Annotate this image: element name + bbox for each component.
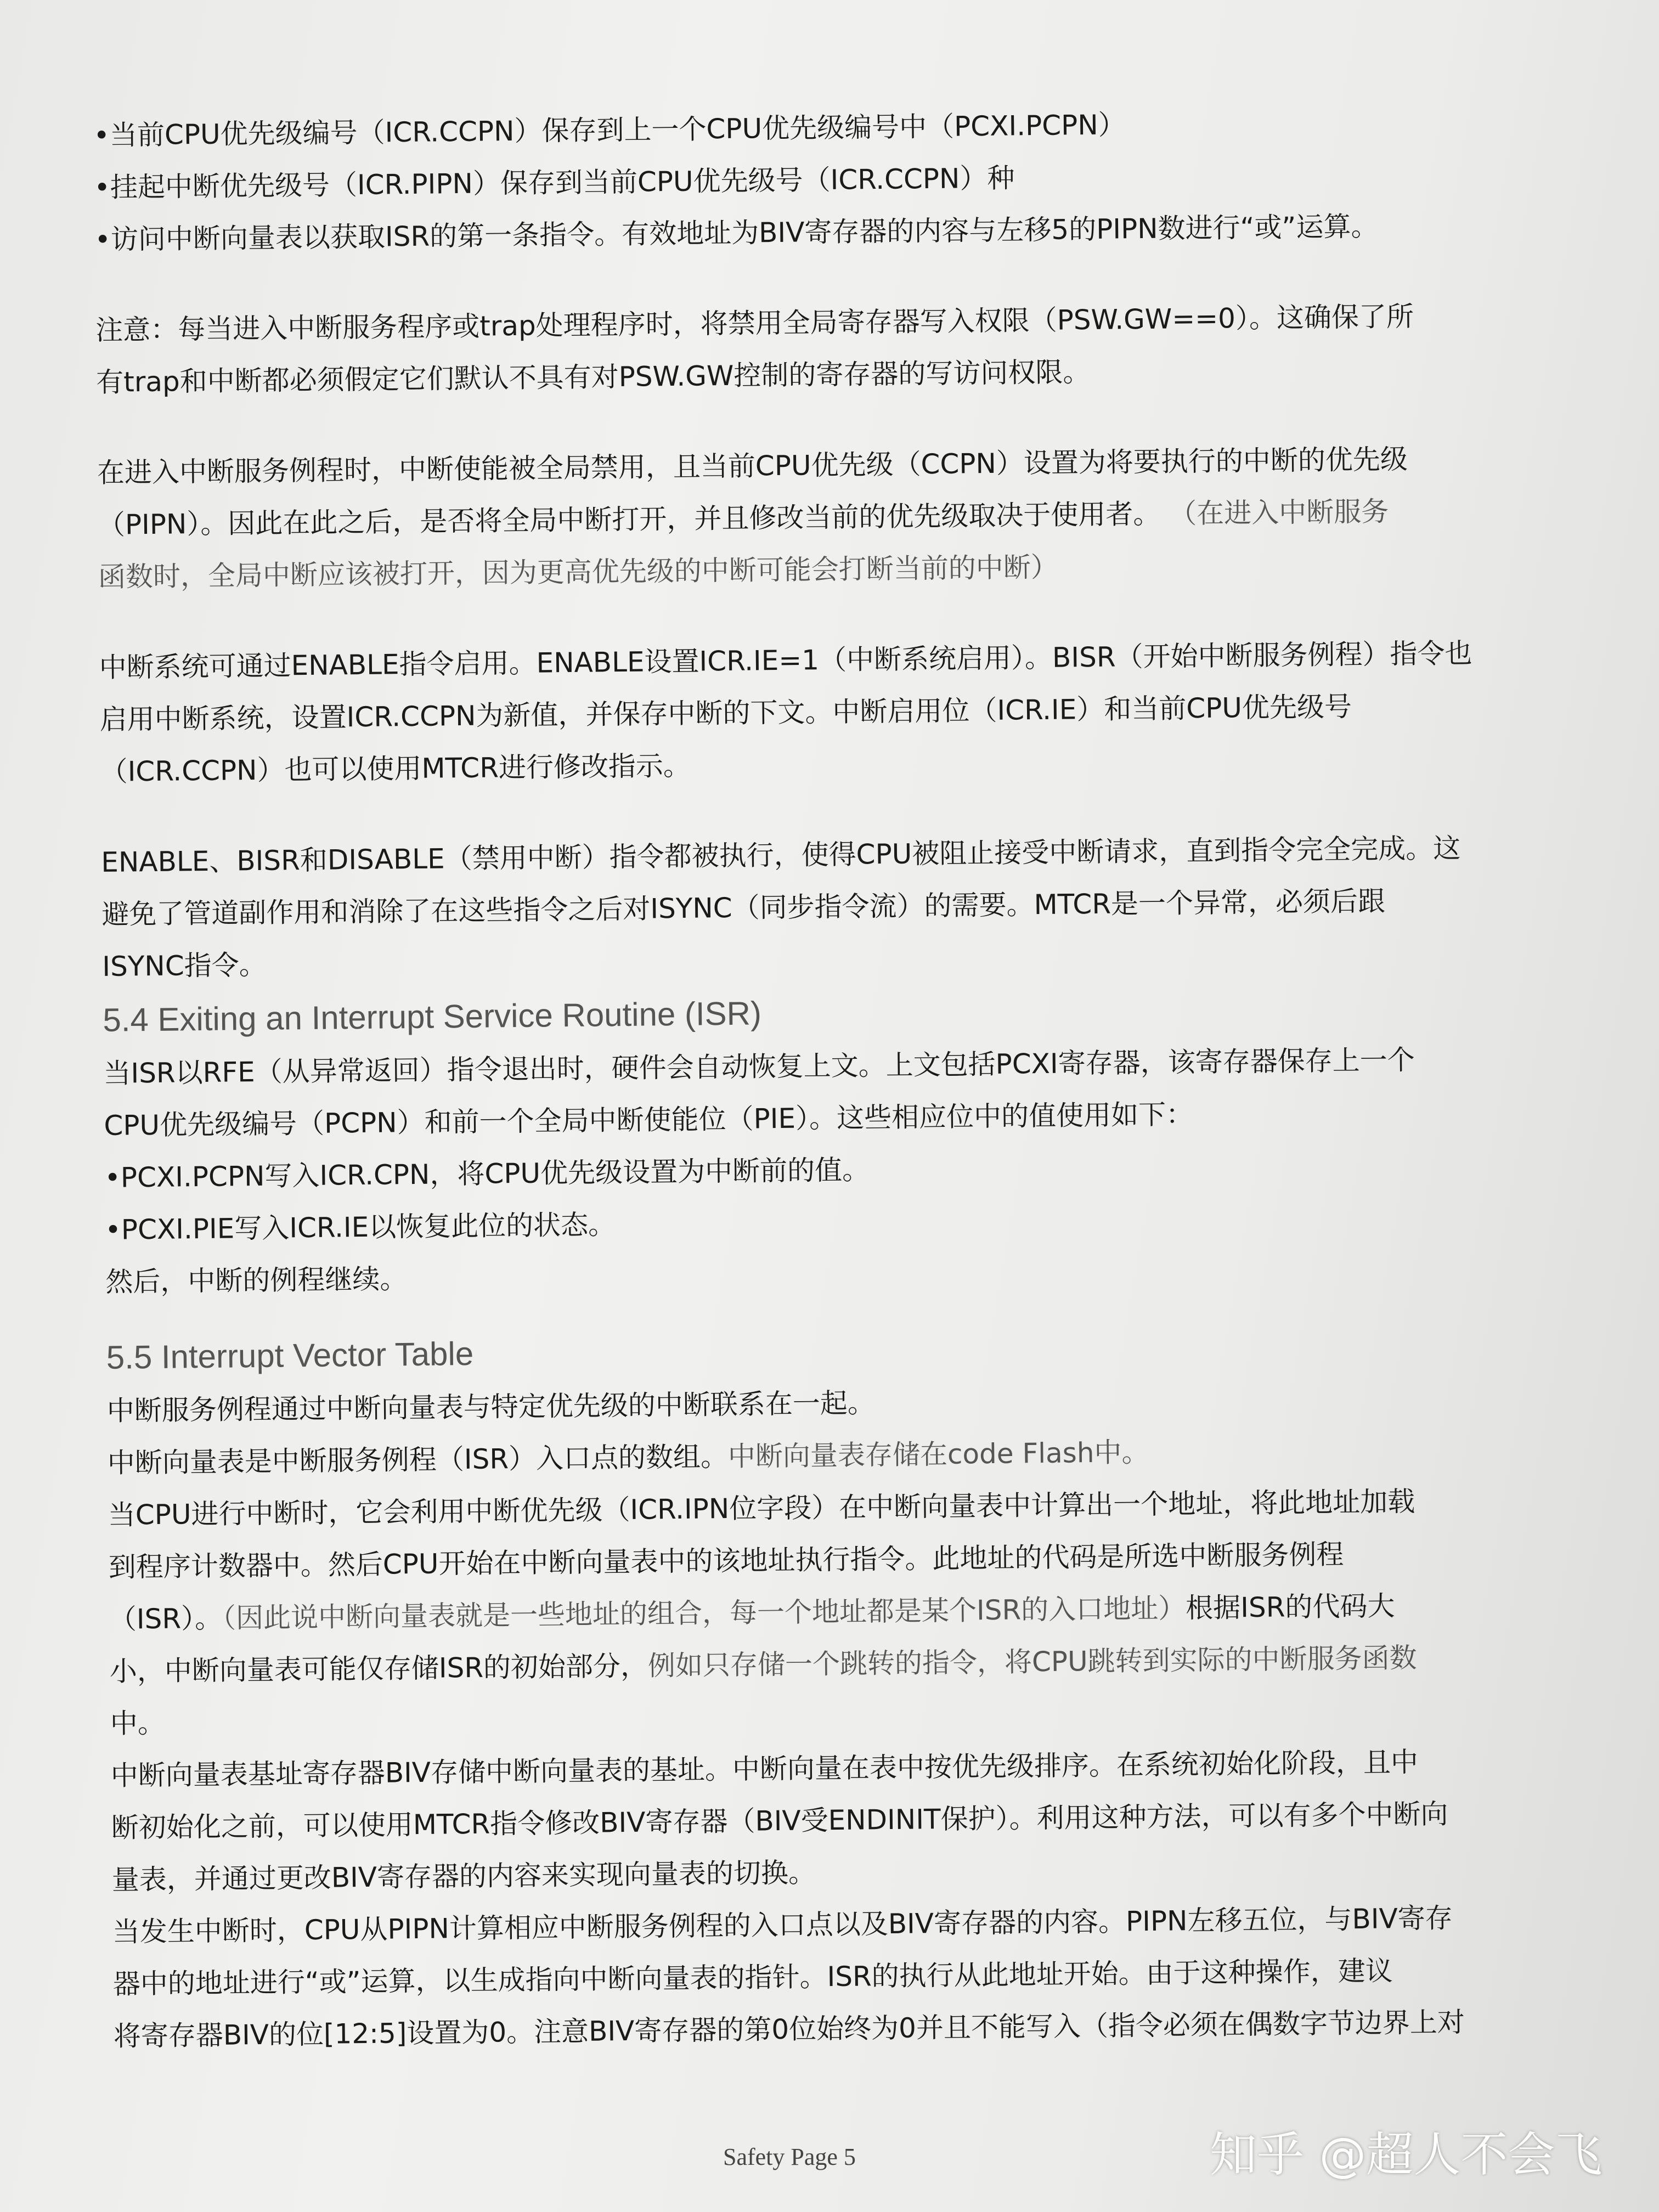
bullet-line: •PCXI.PCPN写入ICR.CPN，将CPU优先级设置为中断前的值。	[104, 1154, 870, 1194]
bullet-line: •PCXI.PIE写入ICR.IE以恢复此位的状态。	[105, 1209, 616, 1246]
paragraph-line: CPU优先级编号（PCPN）和前一个全局中断使能位（PIE）。这些相应位中的值使用如下：	[104, 1098, 1194, 1142]
note-paragraph-line: 注意：每当进入中断服务程序或trap处理程序时，将禁用全局寄存器写入权限（PSW.GW==0）。这确保了所	[95, 300, 1414, 346]
annotation-text: （在进入中断服务	[1169, 495, 1389, 530]
paragraph-line: 量表，并通过更改BIV寄存器的内容来实现向量表的切换。	[111, 1857, 816, 1896]
annotation-text: 中断向量表存储在code Flash中。	[727, 1436, 1149, 1473]
paragraph-line: （ICR.CCPN）也可以使用MTCR进行修改指示。	[100, 749, 691, 788]
bullet-line: •挂起中断优先级号（ICR.PIPN）保存到当前CPU优先级号（ICR.CCPN）种	[94, 162, 1015, 204]
paragraph-line: 避免了管道副作用和消除了在这些指令之后对ISYNC（同步指令流）的需要。MTCR是一个异常，必须后跟	[101, 885, 1386, 930]
paragraph-line: 当CPU进行中断时，它会利用中断优先级（ICR.IPN位字段）在中断向量表中计算出一个地址，将此地址加载	[108, 1485, 1415, 1531]
page-content	[93, 94, 1573, 2063]
section-heading-5-4: 5.4 Exiting an Interrupt Service Routine (ISR)	[103, 995, 762, 1039]
watermark: 知乎 @超人不会飞	[1210, 2128, 1602, 2182]
paragraph-line: 启用中断系统，设置ICR.CCPN为新值，并保存中断的下文。中断启用位（ICR.IE）和当前CPU优先级号	[99, 691, 1352, 736]
bullet-line: •访问中断向量表以获取ISR的第一条指令。有效地址为BIV寄存器的内容与左移5的PIPN数进行“或”运算。	[94, 210, 1379, 256]
paragraph-line: 当发生中断时，CPU从PIPN计算相应中断服务例程的入口点以及BIV寄存器的内容。PIPN左移五位，与BIV寄存	[112, 1902, 1453, 1948]
annotation-line: 函数时，全局中断应该被打开，因为更高优先级的中断可能会打断当前的中断）	[98, 551, 1059, 593]
paragraph-text: 小，中断向量表可能仅存储ISR的初始部分，	[109, 1650, 648, 1688]
paragraph-text: （PIPN）。因此在此之后，是否将全局中断打开，并且修改当前的优先级取决于使用者。	[97, 498, 1161, 541]
paragraph-line: 中。	[110, 1707, 166, 1740]
paragraph-line: 然后，中断的例程继续。	[105, 1263, 408, 1298]
paragraph-line: 将寄存器BIV的位[12:5]设置为0。注意BIV寄存器的第0位始终为0并且不能写入（指令必须在偶数字节边界上对	[113, 2006, 1465, 2052]
paragraph-line: 中断服务例程通过中断向量表与特定优先级的中断联系在一起。	[106, 1387, 876, 1427]
paragraph-line: 中断向量表基址寄存器BIV存储中断向量表的基址。中断向量在表中按优先级排序。在系统初始化阶段，且中	[110, 1746, 1419, 1792]
paragraph-line: 断初始化之前，可以使用MTCR指令修改BIV寄存器（BIV受ENDINIT保护）。利用这种方法，可以有多个中断向	[111, 1798, 1448, 1844]
paragraph-line: ENABLE、BISR和DISABLE（禁用中断）指令都被执行，使得CPU被阻止接受中断请求，直到指令完全完成。这	[101, 832, 1461, 878]
paragraph-line: 中断系统可通过ENABLE指令启用。ENABLE设置ICR.IE=1（中断系统启用）。BISR（开始中断服务例程）指令也	[99, 637, 1472, 684]
paragraph-line: 到程序计数器中。然后CPU开始在中断向量表中的该地址执行指令。此地址的代码是所选中断服务例程	[108, 1538, 1344, 1583]
paragraph-line: 当ISR以RFE（从异常返回）指令退出时，硬件会自动恢复上文。上文包括PCXI寄存器，该寄存器保存上一个	[103, 1043, 1415, 1090]
note-paragraph-line: 有trap和中断都必须假定它们默认不具有对PSW.GW控制的寄存器的写访问权限。	[95, 356, 1091, 398]
page-footer: Safety Page 5	[723, 2143, 856, 2170]
section-heading-5-5: 5.5 Interrupt Vector Table	[106, 1335, 474, 1376]
annotation-text: （因此说中断向量表就是一些地址的组合，每一个地址都是某个ISR的入口地址）	[222, 1592, 1186, 1634]
bullet-line: •当前CPU优先级编号（ICR.CCPN）保存到上一个CPU优先级编号中（PCXI.PCPN）	[93, 109, 1126, 151]
paragraph-line: ISYNC指令。	[102, 949, 267, 983]
paragraph-text: 根据ISR的代码大	[1185, 1590, 1395, 1624]
paragraph-line: 器中的地址进行“或”运算，以生成指向中断向量表的指针。ISR的执行从此地址开始。由于这种操作，建议	[112, 1955, 1393, 2000]
paragraph-text: （ISR）。	[109, 1602, 223, 1635]
paragraph-text: 中断向量表是中断服务例程（ISR）入口点的数组。	[107, 1441, 729, 1479]
paragraph-line: 在进入中断服务例程时，中断使能被全局禁用，且当前CPU优先级（CCPN）设置为将要执行的中断的优先级	[97, 443, 1408, 489]
annotation-text: 例如只存储一个跳转的指令，将CPU跳转到实际的中断服务函数	[647, 1641, 1417, 1682]
